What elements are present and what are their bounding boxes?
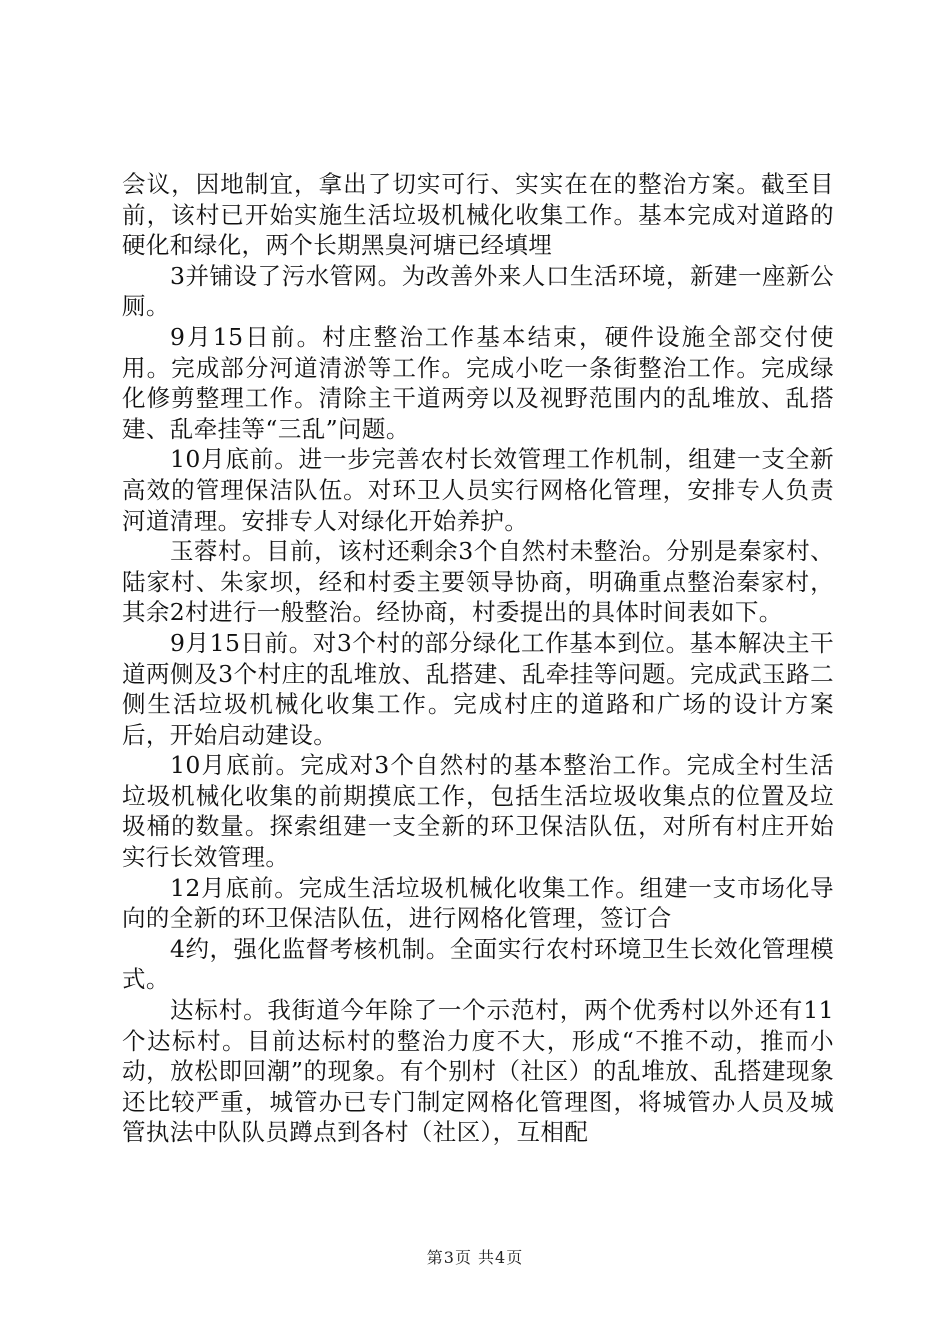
paragraph-1: 会议，因地制宜，拿出了切实可行、实实在在的整治方案。截至目前，该村已开始实施生活垃圾机械化收集工作。基本完成对道路的硬化和绿化，两个长期黑臭河塘已经填埋 [122,170,834,260]
paragraph-8: 12月底前。完成生活垃圾机械化收集工作。组建一支市场化导向的全新的环卫保洁队伍，进行网格化管理，签订合 [122,873,834,933]
paragraph-10: 达标村。我街道今年除了一个示范村，两个优秀村以外还有11个达标村。目前达标村的整治力度不大，形成“不推不动，推而小动，放松即回潮”的现象。有个别村（社区）的乱堆放、乱搭建现象还比较严重，城管办已专门制定网格化管理图，将城管办人员及城管执法中队队员蹲点到各村（社区），互相配 [122,996,834,1147]
paragraph-9: 4约，强化监督考核机制。全面实行农村环境卫生长效化管理模式。 [122,934,834,994]
page-number-footer: 第3页 共4页 [426,1248,524,1267]
paragraph-3: 9月15日前。村庄整治工作基本结束，硬件设施全部交付使用。完成部分河道清淤等工作。完成小吃一条街整治工作。完成绿化修剪整理工作。清除主干道两旁以及视野范围内的乱堆放、乱搭建、乱牵挂等“三乱”问题。 [122,322,834,443]
paragraph-2: 3并铺设了污水管网。为改善外来人口生活环境，新建一座新公厕。 [122,261,834,321]
paragraph-6: 9月15日前。对3个村的部分绿化工作基本到位。基本解决主干道两侧及3个村庄的乱堆放、乱搭建、乱牵挂等问题。完成武玉路二侧生活垃圾机械化收集工作。完成村庄的道路和广场的设计方案后，开始启动建设。 [122,628,834,749]
paragraph-7: 10月底前。完成对3个自然村的基本整治工作。完成全村生活垃圾机械化收集的前期摸底工作，包括生活垃圾收集点的位置及垃圾桶的数量。探索组建一支全新的环卫保洁队伍，对所有村庄开始实行长效管理。 [122,751,834,872]
paragraph-5: 玉蓉村。目前，该村还剩余3个自然村未整治。分别是秦家村、陆家村、朱家坝，经和村委主要领导协商，明确重点整治秦家村，其余2村进行一般整治。经协商，村委提出的具体时间表如下。 [122,537,834,627]
paragraph-4: 10月底前。进一步完善农村长效管理工作机制，组建一支全新高效的管理保洁队伍。对环卫人员实行网格化管理，安排专人负责河道清理。安排专人对绿化开始养护。 [122,445,834,535]
document-body [122,169,834,1148]
